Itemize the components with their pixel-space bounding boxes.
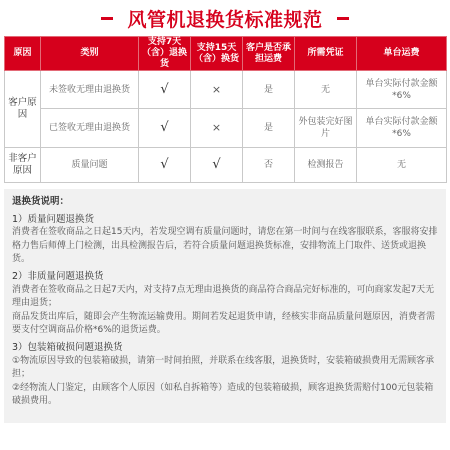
title-dash-right <box>337 17 349 20</box>
category-cell: 未签收无理由退换货 <box>41 71 139 109</box>
category-cell: 已签收无理由退换货 <box>41 109 139 148</box>
header-category: 类别 <box>41 37 139 71</box>
fee-cell: 无 <box>357 148 447 183</box>
page-title: 风管机退换货标准规范 <box>127 8 323 31</box>
notes-section-title: 2）非质量问题退换货 <box>12 270 104 282</box>
notes-paragraph: 消费者在签收商品之日起7天内，对支持7点无理由退换货的商品符合商品完好标准的，可向商家发起7天无理由退货； <box>12 284 435 309</box>
shipping-cell: 是 <box>243 71 295 109</box>
check-icon: √ <box>191 148 243 183</box>
header-7day: 支持7天（含）退换货 <box>139 37 191 71</box>
title-dash-left <box>101 17 113 20</box>
header-shipping: 客户是否承担运费 <box>243 37 295 71</box>
check-icon: √ <box>139 109 191 148</box>
check-icon: √ <box>139 148 191 183</box>
header-fee: 单台运费 <box>357 37 447 71</box>
notes-section-title: 3）包装箱破损问题退换货 <box>12 341 123 353</box>
cross-icon: × <box>191 109 243 148</box>
table-header-row <box>5 37 447 71</box>
fee-cell: 单台实际付款金额*6% <box>357 71 447 109</box>
check-icon: √ <box>139 71 191 109</box>
return-notes <box>4 189 446 423</box>
proof-cell: 外包装完好图片 <box>295 109 357 148</box>
header-15day: 支持15天（含）换货 <box>191 37 243 71</box>
category-cell: 质量问题 <box>41 148 139 183</box>
fee-cell: 单台实际付款金额*6% <box>357 109 447 148</box>
table-row <box>5 71 447 109</box>
notes-paragraph: ②经物流人门鉴定，由顾客个人原因（如私自拆箱等）造成的包装箱破损，顾客退换货需赔付100元包装箱破损费用。 <box>12 382 434 407</box>
proof-cell: 无 <box>295 71 357 109</box>
proof-cell: 检测报告 <box>295 148 357 183</box>
table-row <box>5 109 447 148</box>
notes-paragraph: 商品发货出库后，随即会产生物流运输费用。期间若发起退货申请，经核实非商品质量问题原因，消费者需要支付空调商品价格*6%的退货运费。 <box>12 311 436 336</box>
notes-section-title: 1）质量问题退换货 <box>12 213 95 225</box>
cross-icon: × <box>191 71 243 109</box>
notes-paragraph: 消费者在签收商品之日起15天内，若发现空调有质量问题时，请您在第一时间与在线客服联系，客服将安排格力售后师傅上门检测，出具检测报告后，若符合质量问题退换货标准，安排物流上门取件、送货或退换货。 <box>12 227 438 265</box>
shipping-cell: 是 <box>243 109 295 148</box>
reason-cell: 非客户原因 <box>5 148 41 183</box>
shipping-cell: 否 <box>243 148 295 183</box>
header-proof: 所需凭证 <box>295 37 357 71</box>
return-policy-table <box>4 36 447 183</box>
title-bar <box>0 0 450 36</box>
notes-paragraph: ①物流原因导致的包装箱破损，请第一时间拍照，并联系在线客服，退换货时，安装箱破损费用无需顾客承担； <box>12 355 435 380</box>
table-row <box>5 148 447 183</box>
notes-heading: 退换货说明： <box>12 196 70 207</box>
header-reason: 原因 <box>5 37 41 71</box>
reason-cell: 客户原因 <box>5 71 41 148</box>
